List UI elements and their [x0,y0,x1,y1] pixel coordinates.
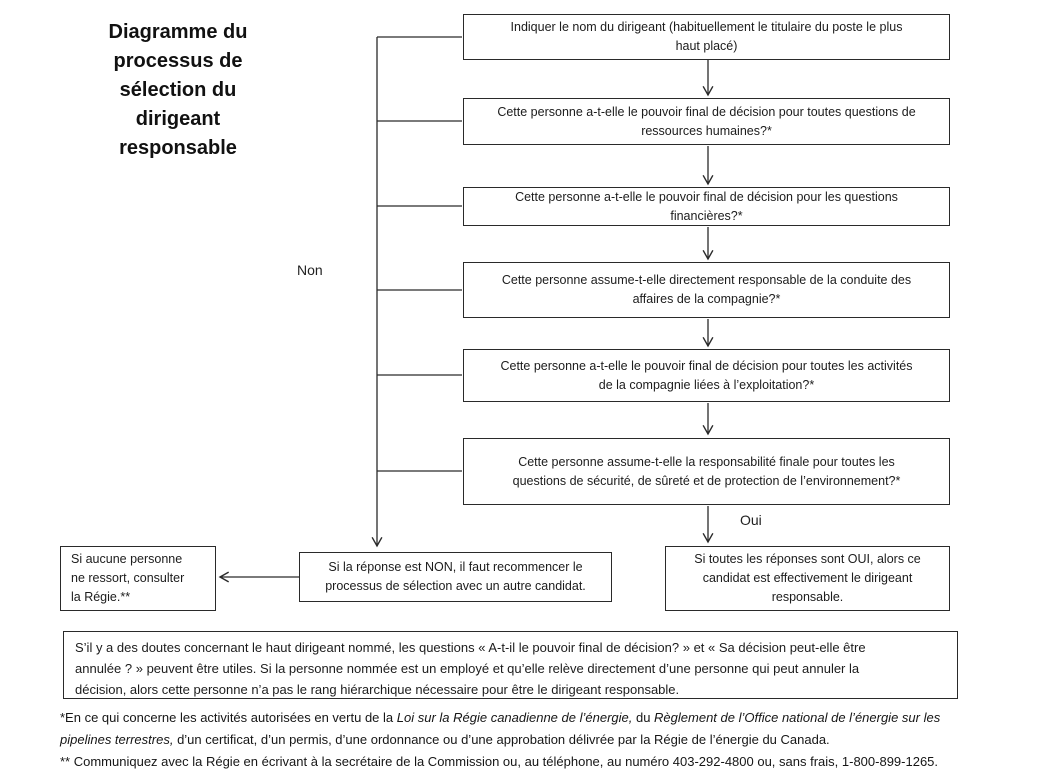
footnote-asterisk: *En ce qui concerne les activités autorisées en vertu de la Loi sur la Régie canadienne de l’énergie, du Règlement de l’Office national de l’énergie sur les pipelines terrestres, d’un certificat, d’un permis, d’une ordonnance ou d’une approbation délivrée par la Régie de l’énergie du Canada. [60,710,941,747]
flow-step-6-line: questions de sécurité, de sûreté et de protection de l’environnement?* [512,473,901,488]
flow-step-5-line: Cette personne a-t-elle le pouvoir final de décision pour toutes les activités [500,358,913,373]
flow-step-4-line: affaires de la compagnie?* [632,292,781,306]
diagram-title-line: responsable [119,137,237,159]
diagram-title-line: Diagramme du [108,21,248,43]
flow-step-3-line: financières?* [670,208,743,223]
flow-step-6 [463,438,950,505]
guidance-note-box [63,631,958,699]
consult-regie-box [60,546,216,611]
flow-step-2 [463,98,950,145]
oui-outcome-box [665,546,950,611]
non-outcome-box [299,552,612,602]
footnotes [60,707,975,773]
oui-outcome-line: responsable. [771,590,844,604]
consult-regie-line: ne ressort, consulter [71,571,185,585]
flow-step-3-line: Cette personne a-t-elle le pouvoir final de décision pour les questions [515,189,898,204]
non-outcome-line: processus de sélection avec un autre candidat. [325,579,586,593]
guidance-note-line: décision, alors cette personne n’a pas le rang hiérarchique nécessaire pour être le dirigeant responsable. [75,682,680,697]
flow-step-3 [463,187,950,226]
footnote-double-asterisk: ** Communiquez avec la Régie en écrivant à la secrétaire de la Commission ou, au téléphone, au numéro 403-292-4800 ou, sans frais, 1-800-899-1265. [60,754,939,769]
flow-step-5 [463,349,950,402]
flow-step-4 [463,262,950,318]
guidance-note-line: annulée ? » peuvent être utiles. Si la personne nommée est un employé et qu’elle relève directement d’une personne qui peut annuler la [75,661,860,676]
diagram-title-line: sélection du [119,79,237,101]
consult-regie-line: Si aucune personne [71,552,183,566]
oui-outcome-line: Si toutes les réponses sont OUI, alors ce [694,552,921,566]
non-edge-label: Non [297,262,323,278]
non-outcome-line: Si la réponse est NON, il faut recommencer le [328,560,583,574]
flow-step-2-line: Cette personne a-t-elle le pouvoir final de décision pour toutes questions de [497,104,916,119]
diagram-title [92,18,264,163]
flow-step-1-line: haut placé) [675,39,738,53]
guidance-note-line: S’il y a des doutes concernant le haut dirigeant nommé, les questions « A-t-il le pouvoir final de décision? » et « Sa décision peut-elle être [75,640,866,655]
diagram-title-line: processus de [113,50,243,72]
flow-step-2-line: ressources humaines?* [641,123,772,138]
oui-edge-label: Oui [740,512,762,528]
oui-outcome-line: candidat est effectivement le dirigeant [702,571,913,585]
flow-step-6-line: Cette personne assume-t-elle la responsabilité finale pour toutes les [518,454,895,469]
flow-step-1-line: Indiquer le nom du dirigeant (habituellement le titulaire du poste le plus [510,20,903,34]
diagram-title-line: dirigeant [135,108,221,130]
flow-step-4-line: Cette personne assume-t-elle directement responsable de la conduite des [501,273,912,287]
flow-step-1 [463,14,950,60]
flow-step-5-line: de la compagnie liées à l’exploitation?* [598,377,815,392]
consult-regie-line: la Régie.** [71,590,131,604]
